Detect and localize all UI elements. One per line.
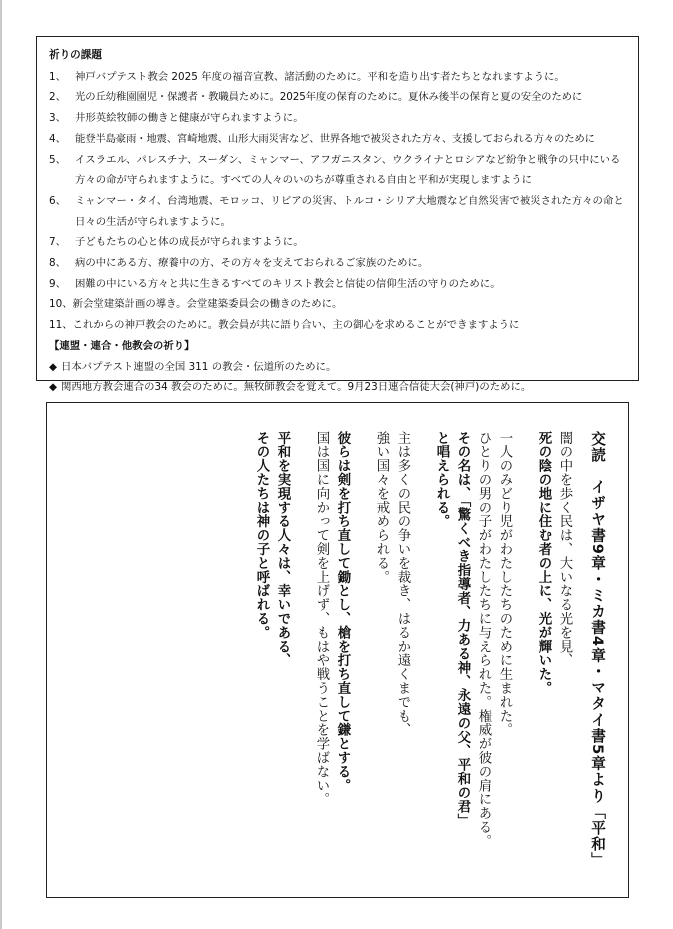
- reading-line-2: 死の陰の地に住む者の上に、光が輝いた。: [536, 431, 551, 696]
- reading-line-4: ひとりの男の子がわたしたちに与えられた。権威が彼の肩にある。: [476, 431, 491, 848]
- prayer-item-3: [49, 108, 628, 129]
- prayer-item-10: [49, 294, 628, 315]
- reading-line-11: 平和を実現する人々は、幸いである、: [275, 431, 290, 668]
- prayer-requests-title: 祈りの課題: [49, 49, 102, 61]
- union-prayer-item-2: [49, 377, 628, 398]
- reading-line-10: 国は国に向かって剣を上げず、もはや戦うことを学ばない。: [314, 431, 329, 807]
- reading-line-12: その人たちは神の子と呼ばれる。: [254, 431, 269, 640]
- prayer-item-9: [49, 274, 628, 295]
- prayer-item-number: 10、: [49, 298, 73, 311]
- responsive-reading-text: [251, 431, 608, 871]
- prayer-item-7: [49, 232, 628, 253]
- reading-line-7: 主は多くの民の争いを裁き、はるか遠くまでも、: [395, 431, 410, 737]
- prayer-item-number: 5、: [49, 153, 67, 166]
- prayer-item-number: 4、: [49, 132, 67, 145]
- prayer-item-text: 子どもたちの心と体の成長が守られますように。: [75, 236, 304, 249]
- union-prayer-item-1: [49, 357, 628, 378]
- prayer-item-text: イスラエル、パレスチナ、スーダン、ミャンマー、アフガニスタン、ウクライナとロシアなど紛争と戦争の只中にいる方々の命が守られますように。すべての人々のいのちが尊重される自由と平和が実現しますように: [75, 153, 621, 187]
- prayer-item-text: ミャンマー・タイ、台湾地震、モロッコ、リビアの災害、トルコ・シリア大地震など自然災害で被災された方々の命と日々の生活が守られますように。: [75, 194, 624, 228]
- prayer-item-number: 11、: [49, 319, 73, 332]
- prayer-item-text: 井形英絵牧師の働きと健康が守られますように。: [75, 112, 304, 125]
- prayer-item-5: [49, 150, 628, 191]
- page-left-edge: [0, 0, 2, 929]
- prayer-item-text: 光の丘幼稚園園児・保護者・教職員ために。2025年度の保育のために。夏休み後半の保育と夏の安全のために: [75, 91, 583, 104]
- prayer-item-4: [49, 129, 628, 150]
- reading-line-8: 強い国々を戒められる。: [374, 431, 389, 584]
- prayer-item-text: 困難の中にいる方々と共に生きるすべてのキリスト教会と信徒の信仰生活の守りのために。: [75, 277, 501, 290]
- prayer-item-number: 3、: [49, 112, 67, 125]
- prayer-item-6: [49, 191, 628, 232]
- prayer-item-number: 6、: [49, 194, 67, 207]
- prayer-item-8: [49, 253, 628, 274]
- prayer-item-text: 能登半島豪雨・地震、宮崎地震、山形大雨災害など、世界各地で被災された方々、支援しておられる方々のために: [75, 132, 595, 145]
- prayer-item-number: 8、: [49, 257, 67, 270]
- reading-title: 交読 イザヤ書9章・ミカ書4章・マタイ書5章より「平和」: [589, 431, 606, 869]
- prayer-item-text: これからの神戸教会のために。教会員が共に語り合い、主の御心を求めることができますように: [72, 319, 520, 332]
- responsive-reading-box: [46, 402, 629, 898]
- prayer-item-text: 神戸バプテスト教会 2025 年度の福音宣教、諸活動のために。平和を造り出す者たちとなれますように。: [75, 70, 565, 83]
- reading-line-3: 一人のみどり児がわたしたちのために生まれた。: [497, 431, 512, 737]
- diamond-bullet-icon: ◆: [49, 381, 57, 394]
- prayer-item-number: 1、: [49, 70, 67, 83]
- prayer-item-text: 新会堂建築計画の導き。会堂建築委員会の働きのために。: [72, 298, 343, 311]
- diamond-bullet-icon: ◆: [49, 360, 57, 373]
- reading-line-9: 彼らは剣を打ち直して鋤とし、槍を打ち直して鎌とする。: [335, 431, 350, 793]
- prayer-item-text: 病の中にある方、療養中の方、その方々を支えておられるご家族のために。: [75, 257, 429, 270]
- prayer-item-number: 9、: [49, 277, 67, 290]
- prayer-item-2: [49, 87, 628, 108]
- prayer-requests-box: [36, 36, 639, 394]
- prayer-item-11: [49, 315, 628, 336]
- union-prayers-heading: 【連盟・連合・他教会の祈り】: [49, 339, 195, 352]
- prayer-item-number: 2、: [49, 91, 67, 104]
- prayer-item-1: [49, 67, 628, 88]
- reading-line-5: その名は、「驚くべき指導者、力ある神、永遠の父、平和の君」: [455, 431, 470, 828]
- reading-line-1: 闇の中を歩く民は、大いなる光を見、: [557, 431, 572, 668]
- union-prayer-text: 関西地方教会連合の34 教会のために。無牧師教会を覚えて。9月23日連合信徒大会(神戸)のために。: [61, 381, 532, 394]
- prayer-item-number: 7、: [49, 236, 67, 249]
- union-prayer-text: 日本バプテスト連盟の全国 311 の教会・伝道所のために。: [61, 360, 337, 373]
- reading-line-6: と唱えられる。: [434, 431, 449, 529]
